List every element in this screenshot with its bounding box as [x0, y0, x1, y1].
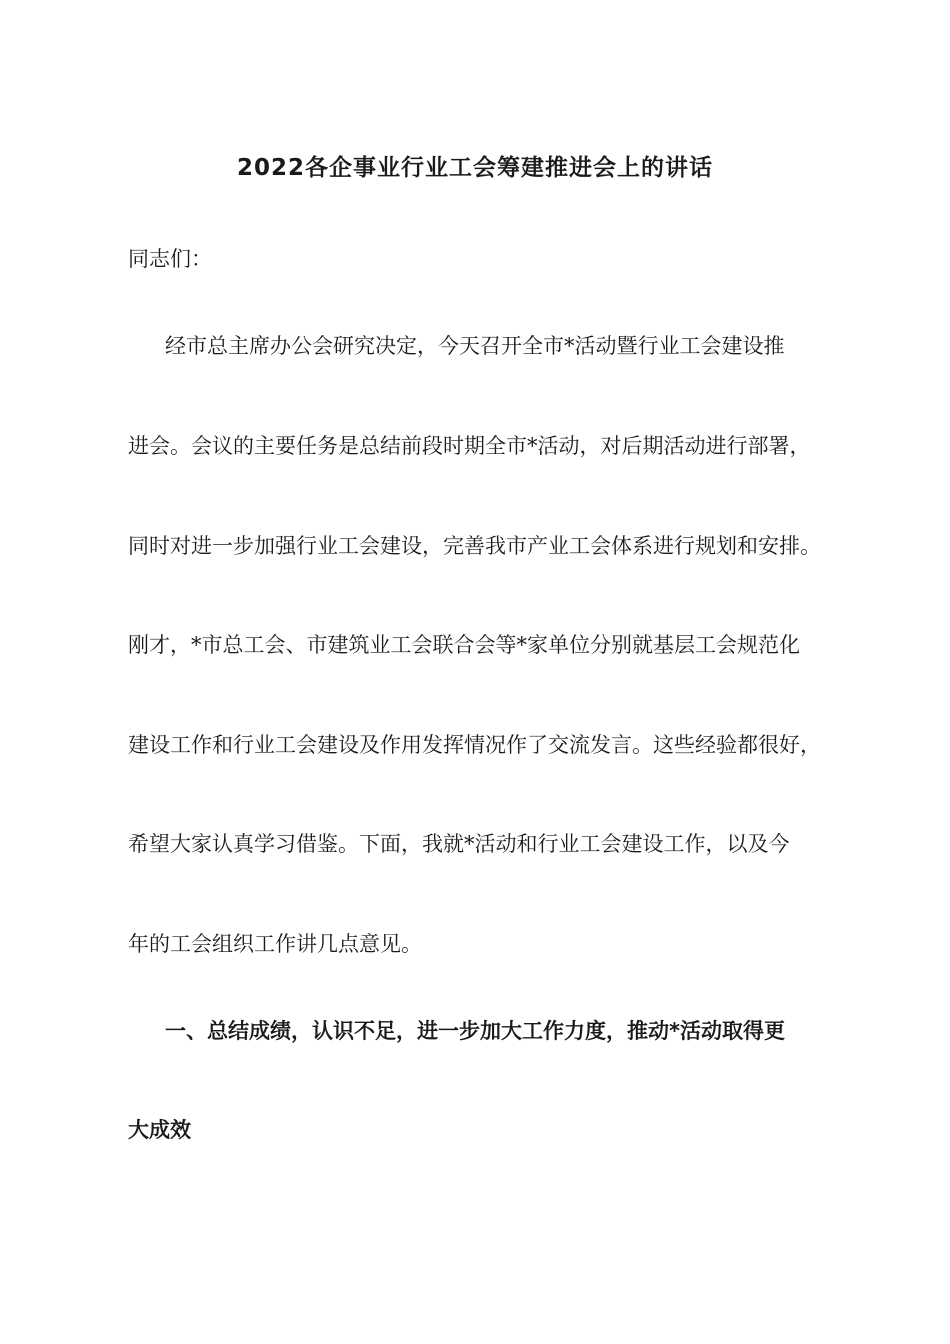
paragraph-line: 经市总主席办公会研究决定，今天召开全市*活动暨行业工会建设推 [165, 334, 785, 358]
section-heading-line: 一、总结成绩，认识不足，进一步加大工作力度，推动*活动取得更 [165, 1019, 785, 1043]
paragraph-line: 进会。会议的主要任务是总结前段时期全市*活动，对后期活动进行部署， [128, 434, 811, 458]
paragraph-line: 建设工作和行业工会建设及作用发挥情况作了交流发言。这些经验都很好， [128, 733, 821, 757]
section-heading-line: 大成效 [128, 1118, 191, 1142]
paragraph-line: 同时对进一步加强行业工会建设，完善我市产业工会体系进行规划和安排。 [128, 534, 821, 558]
document-title: 2022各企事业行业工会筹建推进会上的讲话 [236, 155, 713, 181]
paragraph-line: 刚才，*市总工会、市建筑业工会联合会等*家单位分别就基层工会规范化 [128, 633, 800, 657]
paragraph-line: 希望大家认真学习借鉴。下面，我就*活动和行业工会建设工作，以及今 [128, 832, 790, 856]
salutation: 同志们： [128, 247, 212, 271]
paragraph-line: 年的工会组织工作讲几点意见。 [128, 932, 422, 956]
